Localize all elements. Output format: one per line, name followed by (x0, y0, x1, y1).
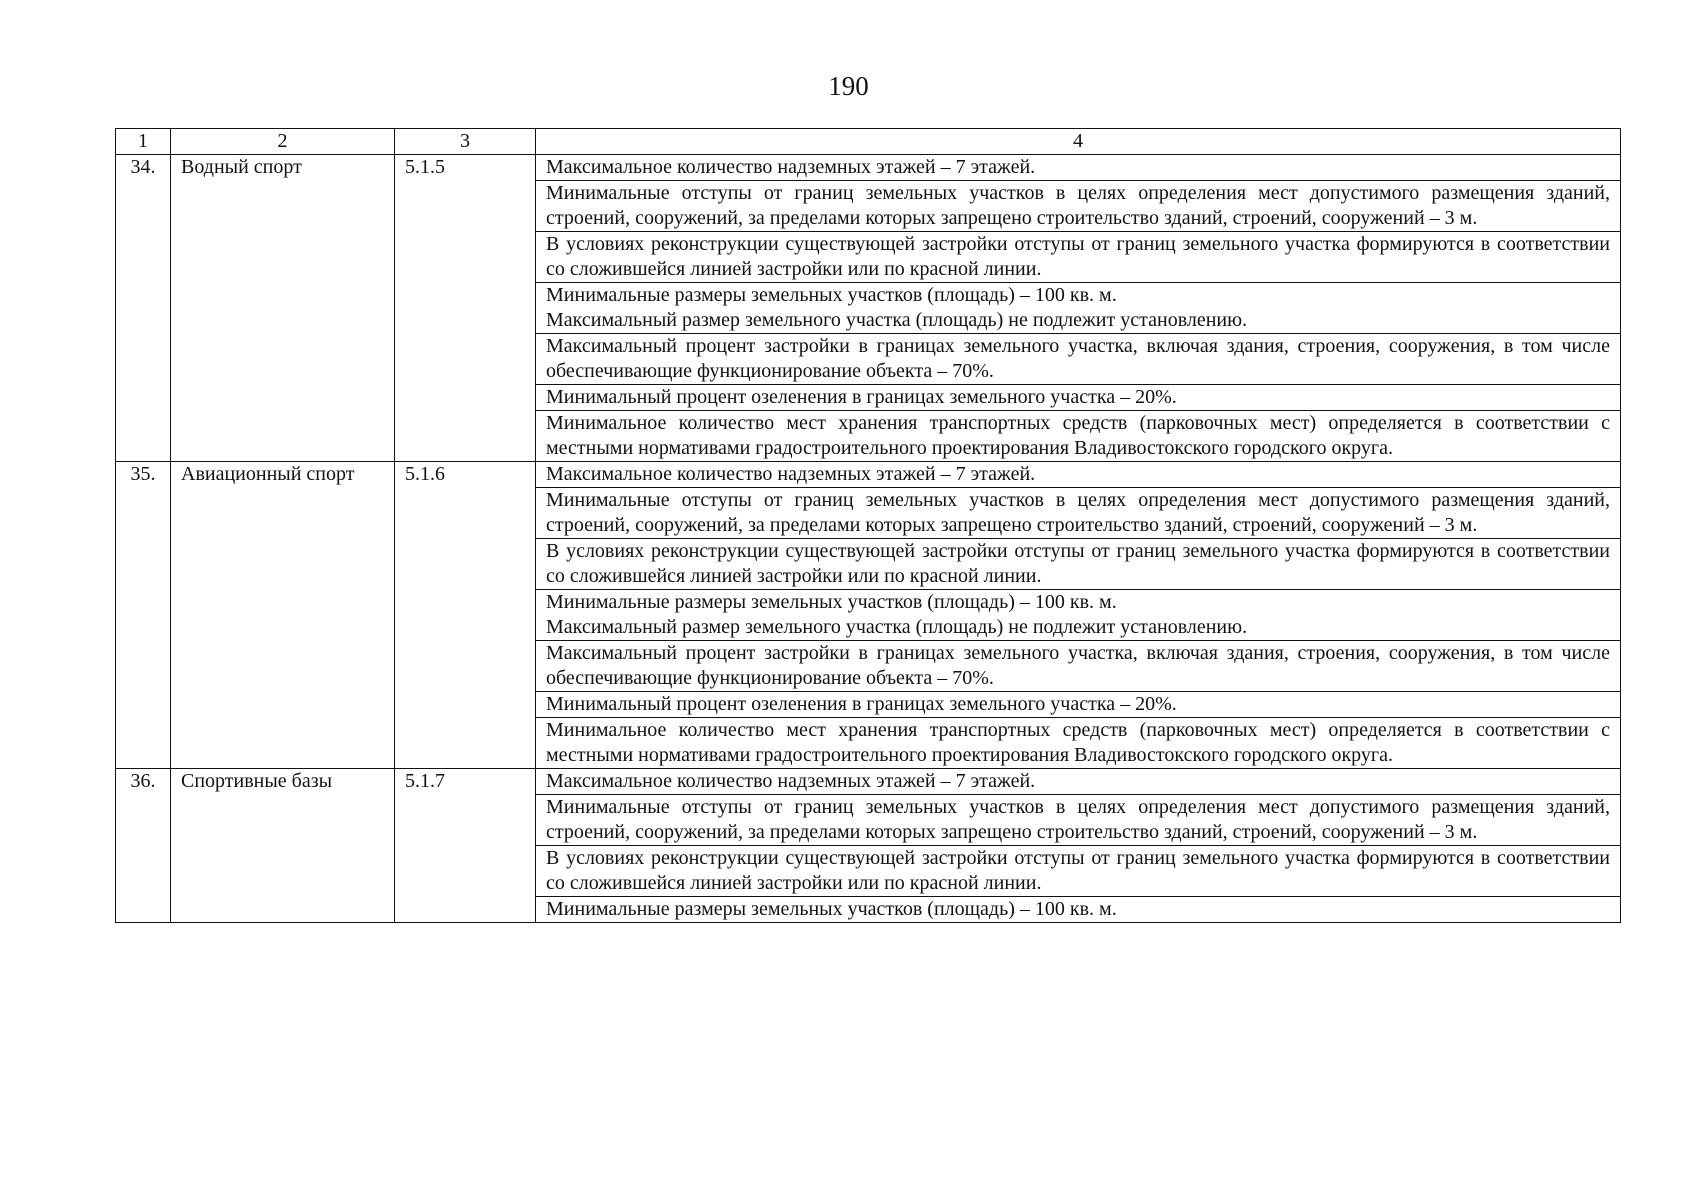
parameter-cell (536, 181, 1621, 232)
regulations-table (115, 128, 1621, 923)
parameter-text: Минимальные отступы от границ земельных участков в целях определения мест допустимого размещения зданий, строений, сооружений, за пределами которых запрещено строительство зданий, строений, сооружений – 3 м. (546, 182, 1610, 229)
header-cell-2: 2 (171, 129, 395, 155)
land-use-name: Авиационный спорт (171, 462, 395, 769)
parameter-text: Максимальный процент застройки в границах земельного участка, включая здания, строения, сооружения, в том числе обеспечивающие функционирование объекта – 70%. (546, 642, 1610, 689)
parameter-cell (536, 334, 1621, 385)
row-number: 36. (116, 769, 171, 923)
page-number: 190 (828, 71, 869, 101)
parameter-cell (536, 795, 1621, 846)
parameter-text: Минимальный процент озеленения в границах земельного участка – 20%. (546, 386, 1177, 408)
parameter-text: Минимальные размеры земельных участков (площадь) – 100 кв. м. (546, 284, 1117, 306)
parameter-text: Минимальные размеры земельных участков (площадь) – 100 кв. м. (546, 591, 1117, 613)
table-body (116, 129, 1621, 923)
parameter-cell (536, 718, 1621, 769)
parameter-cell (536, 155, 1621, 181)
parameter-cell (536, 846, 1621, 897)
parameter-cell (536, 232, 1621, 283)
land-use-code: 5.1.6 (395, 462, 536, 769)
parameter-cell (536, 283, 1621, 334)
header-cell-3: 3 (395, 129, 536, 155)
table-row (116, 769, 1621, 795)
row-number: 34. (116, 155, 171, 462)
parameter-cell (536, 385, 1621, 411)
parameter-cell (536, 692, 1621, 718)
parameter-text: Минимальные отступы от границ земельных участков в целях определения мест допустимого размещения зданий, строений, сооружений, за пределами которых запрещено строительство зданий, строений, сооружений – 3 м. (546, 796, 1610, 843)
parameter-text: Максимальное количество надземных этажей – 7 этажей. (546, 463, 1036, 485)
land-use-name: Водный спорт (171, 155, 395, 462)
parameter-text: Минимальное количество мест хранения транспортных средств (парковочных мест) определяется в соответствии с местными нормативами градостроительного проектирования Владивостокского городского округа. (546, 412, 1610, 459)
table-row (116, 155, 1621, 181)
parameter-text: В условиях реконструкции существующей застройки отступы от границ земельного участка формируются в соответствии со сложившейся линией застройки или по красной линии. (546, 540, 1610, 587)
parameter-text: В условиях реконструкции существующей застройки отступы от границ земельного участка формируются в соответствии со сложившейся линией застройки или по красной линии. (546, 847, 1610, 894)
parameter-cell (536, 590, 1621, 641)
parameter-text: Максимальный размер земельного участка (площадь) не подлежит установлению. (546, 309, 1248, 331)
parameter-cell (536, 897, 1621, 923)
parameter-text: Максимальное количество надземных этажей – 7 этажей. (546, 770, 1036, 792)
parameter-cell (536, 539, 1621, 590)
parameter-cell (536, 462, 1621, 488)
row-number: 35. (116, 462, 171, 769)
parameter-cell (536, 488, 1621, 539)
parameter-text: Максимальное количество надземных этажей – 7 этажей. (546, 156, 1036, 178)
header-row (116, 129, 1621, 155)
land-use-code: 5.1.7 (395, 769, 536, 923)
header-cell-4: 4 (536, 129, 1621, 155)
parameter-text: Минимальные размеры земельных участков (площадь) – 100 кв. м. (546, 898, 1117, 920)
land-use-name: Спортивные базы (171, 769, 395, 923)
parameter-text: Максимальный размер земельного участка (площадь) не подлежит установлению. (546, 616, 1248, 638)
parameter-text: Максимальный процент застройки в границах земельного участка, включая здания, строения, сооружения, в том числе обеспечивающие функционирование объекта – 70%. (546, 335, 1610, 382)
parameter-text: Минимальное количество мест хранения транспортных средств (парковочных мест) определяется в соответствии с местными нормативами градостроительного проектирования Владивостокского городского округа. (546, 719, 1610, 766)
parameter-text: Минимальные отступы от границ земельных участков в целях определения мест допустимого размещения зданий, строений, сооружений, за пределами которых запрещено строительство зданий, строений, сооружений – 3 м. (546, 489, 1610, 536)
table-row (116, 462, 1621, 488)
parameter-text: В условиях реконструкции существующей застройки отступы от границ земельного участка формируются в соответствии со сложившейся линией застройки или по красной линии. (546, 233, 1610, 280)
header-cell-1: 1 (116, 129, 171, 155)
land-use-code: 5.1.5 (395, 155, 536, 462)
parameter-cell (536, 641, 1621, 692)
parameter-cell (536, 769, 1621, 795)
parameter-cell (536, 411, 1621, 462)
parameter-text: Минимальный процент озеленения в границах земельного участка – 20%. (546, 693, 1177, 715)
